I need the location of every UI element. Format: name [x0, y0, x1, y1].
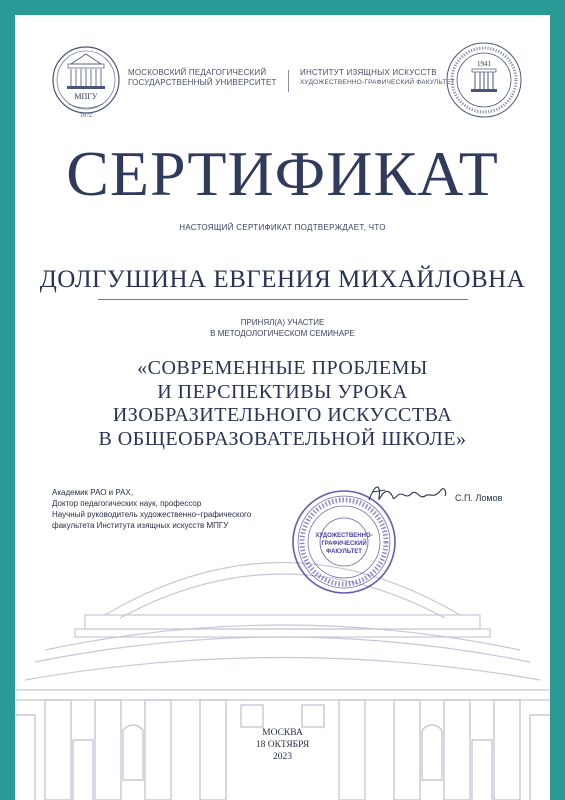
handwritten-signature — [365, 478, 449, 510]
topic-line4: В ОБЩЕОБРАЗОВАТЕЛЬНОЙ ШКОЛЕ» — [98, 427, 467, 450]
place-and-date — [0, 727, 565, 763]
topic-line1: «СОВРЕМЕННЫЕ ПРОБЛЕМЫ — [137, 357, 428, 379]
header-divider — [288, 70, 289, 92]
mpgu-logo-year: 1872 — [80, 113, 92, 119]
topic-line2: И ПЕРСПЕКТИВЫ УРОКА — [157, 380, 408, 403]
mpgu-logo-abbr: МПГУ — [74, 92, 98, 101]
participation-line2: В МЕТОДОЛОГИЧЕСКОМ СЕМИНАРЕ — [210, 329, 355, 338]
certificate-title: СЕРТИФИКАТ — [66, 138, 499, 209]
signatory-line3: Научный руководитель художественно–графического — [52, 510, 252, 519]
name-underline — [98, 299, 468, 300]
faculty-logo — [445, 41, 523, 119]
signatory-name: С.П. Ломов — [455, 493, 503, 503]
participation-text — [0, 317, 565, 339]
stamp-center-line2: ГРАФИЧЕСКИЙ — [321, 541, 367, 547]
city: МОСКВА — [262, 728, 303, 738]
signatory-line2: Доктор педагогических наук, профессор — [52, 499, 202, 508]
signatory-line1: Академик РАО и РАХ, — [52, 488, 134, 497]
university-name-line1: МОСКОВСКИЙ ПЕДАГОГИЧЕСКИЙ — [128, 68, 267, 77]
recipient-name: ДОЛГУШИНА ЕВГЕНИЯ МИХАЙЛОВНА — [39, 266, 526, 293]
signatory-line4: факультета Института изящных искусств МПГУ — [52, 521, 229, 530]
confirm-text: НАСТОЯЩИЙ СЕРТИФИКАТ ПОДТВЕРЖДАЕТ, ЧТО — [179, 223, 386, 232]
institute-name-line1: ИНСТИТУТ ИЗЯЩНЫХ ИСКУССТВ — [300, 68, 437, 77]
topic-line3: ИЗОБРАЗИТЕЛЬНОГО ИСКУССТВА — [112, 404, 453, 426]
seminar-topic — [0, 357, 565, 451]
participation-line1: ПРИНЯЛ(А) УЧАСТИЕ — [240, 318, 325, 327]
date: 18 ОКТЯБРЯ — [255, 740, 310, 750]
institute-name-line2: ХУДОЖЕСТВЕННО-ГРАФИЧЕСКИЙ ФАКУЛЬТЕТ — [300, 79, 456, 86]
university-name — [128, 68, 277, 88]
signatory-credentials — [52, 487, 251, 531]
stamp-center-line3: ФАКУЛЬТЕТ — [326, 549, 362, 555]
stamp-center-line1: ХУДОЖЕСТВЕННО- — [315, 533, 373, 539]
university-name-line2: ГОСУДАРСТВЕННЫЙ УНИВЕРСИТЕТ — [128, 78, 277, 87]
mpgu-logo — [51, 42, 121, 120]
faculty-logo-year: 1941 — [477, 60, 491, 68]
institute-name — [300, 68, 455, 88]
year: 2023 — [273, 752, 292, 762]
